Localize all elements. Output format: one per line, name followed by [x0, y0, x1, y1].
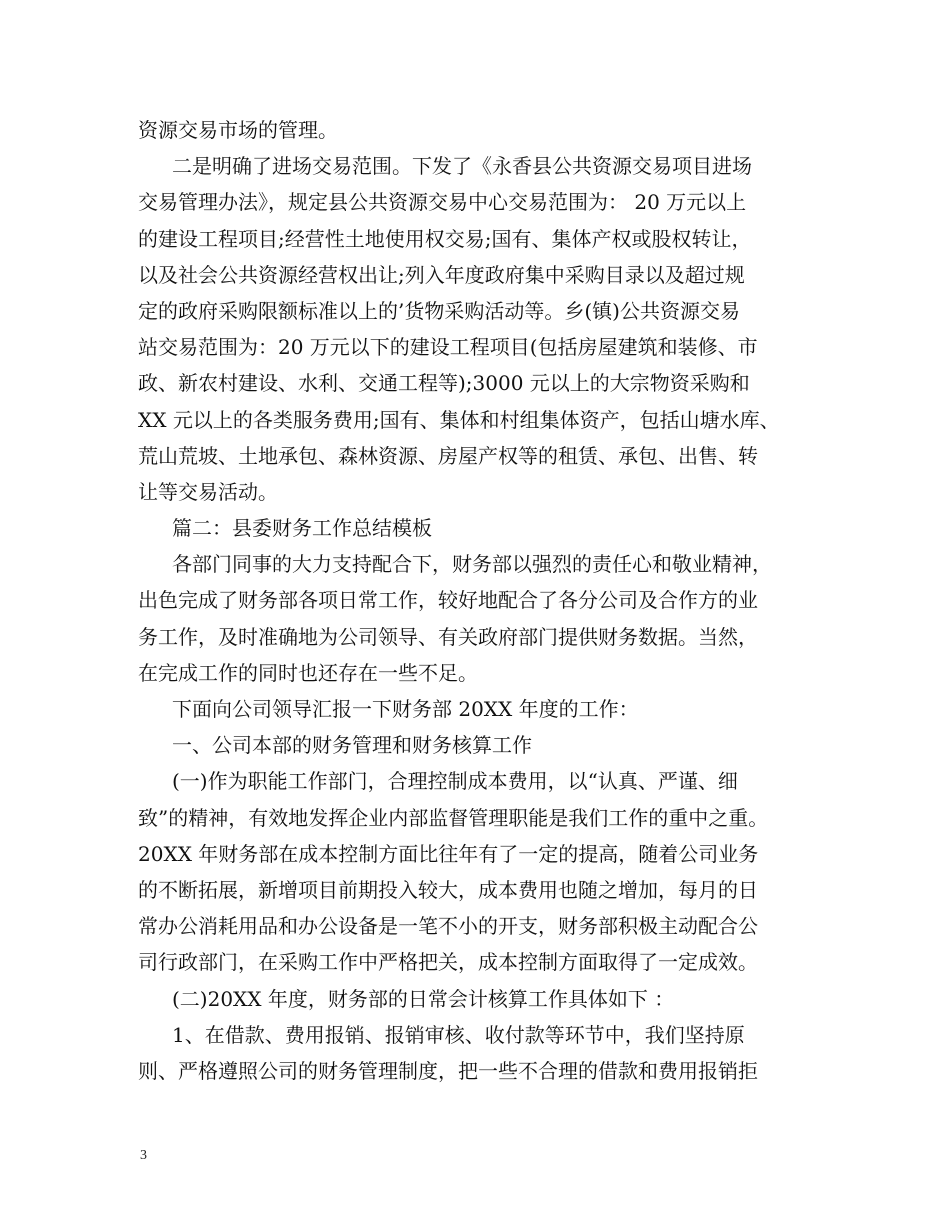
document-body	[138, 112, 828, 1089]
text-line: 务工作，及时准确地为公司领导、有关政府部门提供财务数据。当然，	[138, 624, 758, 649]
text-line: 在完成工作的同时也还存在一些不足。	[138, 660, 478, 685]
text-line: 资源交易市场的管理。	[138, 118, 338, 142]
page-number: 3	[140, 1148, 147, 1163]
text-line: 一、公司本部的财务管理和财务核算工作	[172, 733, 532, 758]
text-line: 常办公消耗用品和办公设备是一笔不小的开支，财务部积极主动配合公	[138, 914, 758, 939]
text-line: 篇二：县委财务工作总结模板	[172, 516, 432, 541]
text-line: 交易管理办法》，规定县公共资源交易中心交易范围为： 20 万元以上	[138, 190, 747, 215]
text-line: (一)作为职能工作部门，合理控制成本费用，以“认真、严谨、细	[172, 769, 738, 794]
text-line: 站交易范围为：20 万元以下的建设工程项目(包括房屋建筑和装修、市	[138, 335, 758, 360]
text-line: 政、新农村建设、水利、交通工程等);3000 元以上的大宗物资采购和	[138, 371, 750, 396]
text-line: 的不断拓展，新增项目前期投入较大，成本费用也随之增加，每月的日	[138, 877, 758, 902]
text-line: (二)20XX 年度，财务部的日常会计核算工作具体如下 ：	[172, 986, 675, 1011]
text-line: 的建设工程项目;经营性土地使用权交易;国有、集体产权或股权转让，	[138, 226, 752, 251]
text-line: 下面向公司领导汇报一下财务部 20XX 年度的工作：	[172, 697, 639, 721]
text-line: 定的政府采购限额标准以上的’货物采购活动等。乡(镇)公共资源交易	[138, 298, 740, 323]
text-line: 则、严格遵照公司的财务管理制度，把一些不合理的借款和费用报销拒	[138, 1058, 758, 1083]
text-line: XX 元以上的各类服务费用;国有、集体和村组集体资产，包括山塘水库、	[138, 407, 780, 432]
text-line: 致”的精神，有效地发挥企业内部监督管理职能是我们工作的重中之重。	[138, 805, 769, 830]
text-line: 司行政部门，在采购工作中严格把关，成本控制方面取得了一定成效。	[138, 950, 758, 975]
text-line: 各部门同事的大力支持配合下，财务部以强烈的责任心和敬业精神，	[172, 552, 772, 577]
text-line: 荒山荒坡、土地承包、森林资源、房屋产权等的租赁、承包、出售、转	[138, 443, 758, 468]
text-line: 以及社会公共资源经营权出让;列入年度政府集中采购目录以及超过规	[138, 262, 745, 287]
text-line: 出色完成了财务部各项日常工作，较好地配合了各分公司及合作方的业	[138, 588, 758, 613]
text-line: 让等交易活动。	[138, 479, 278, 504]
text-line: 20XX 年财务部在成本控制方面比往年有了一定的提高，随着公司业务	[138, 841, 759, 866]
text-line: 二是明确了进场交易范围。下发了《永香县公共资源交易项目进场	[172, 154, 752, 179]
text-line: 1、在借款、费用报销、报销审核、收付款等环节中，我们坚持原	[172, 1022, 745, 1047]
